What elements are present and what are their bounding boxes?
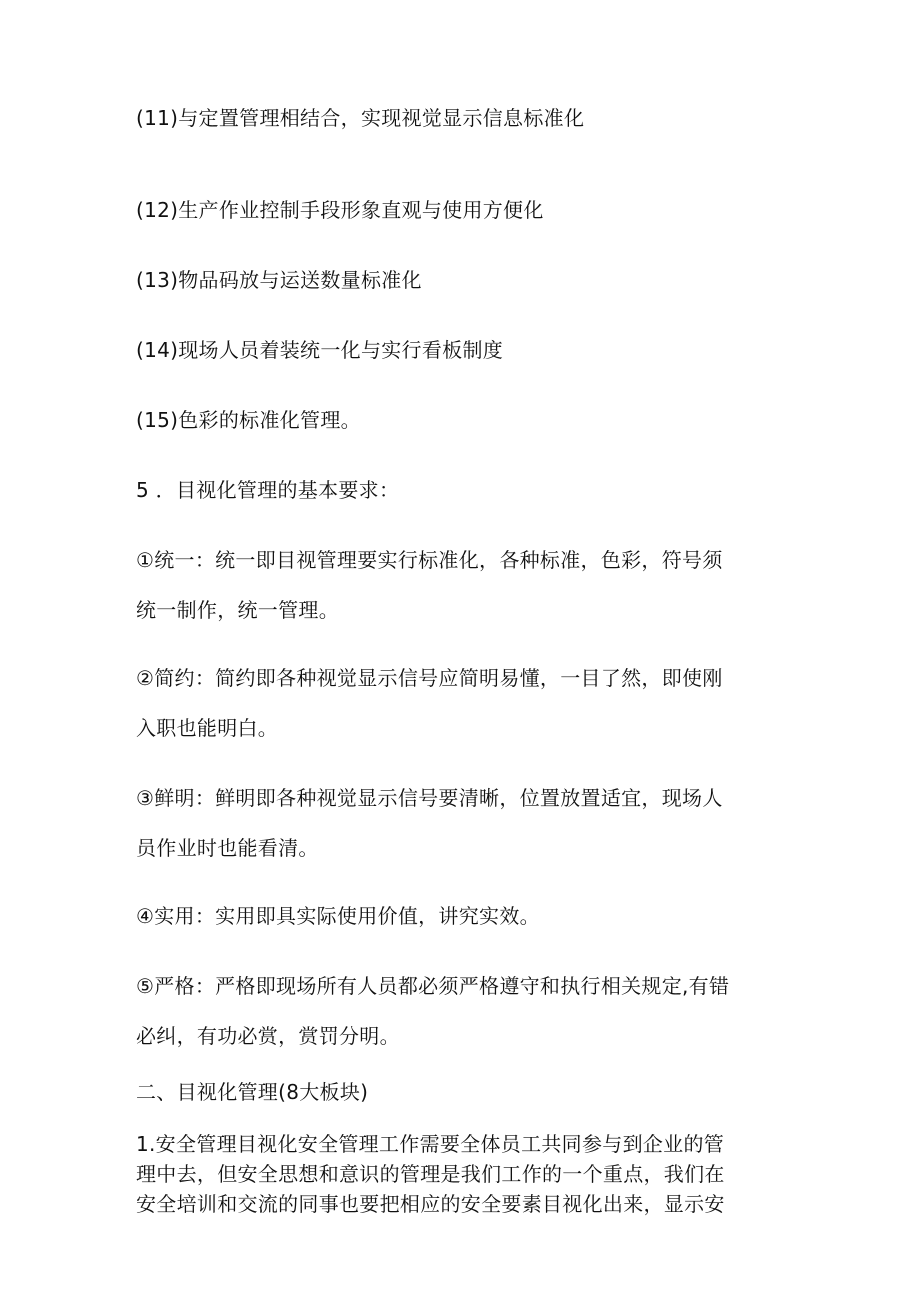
body-paragraph [136,1132,776,1216]
paragraph-line: ④实用：实用即具实际使用价值，讲究实效。 [136,904,540,928]
list-item: (13)物品码放与运送数量标准化 [136,268,422,292]
requirement-paragraph [136,974,776,1048]
paragraph-line: 员作业时也能看清。 [136,836,319,860]
requirement-paragraph [136,904,776,928]
list-item: (11)与定置管理相结合，实现视觉显示信息标准化 [136,106,585,130]
paragraph-line: 入职也能明白。 [136,716,279,740]
requirement-paragraph [136,548,776,622]
list-item: (14)现场人员着装统一化与实行看板制度 [136,338,504,362]
paragraph-line: 安全培训和交流的同事也要把相应的安全要素目视化出来，显示安 [136,1192,725,1216]
paragraph-line: 1.安全管理目视化安全管理工作需要全体员工共同参与到企业的管 [136,1132,725,1156]
paragraph-line: ②简约：简约即各种视觉显示信号应简明易懂，一目了然，即使刚 [136,666,723,690]
section-heading: 5 ．目视化管理的基本要求： [136,478,400,502]
paragraph-line: ⑤严格：严格即现场所有人员都必须严格遵守和执行相关规定,有错 [136,974,730,998]
paragraph-line: 理中去，但安全思想和意识的管理是我们工作的一个重点，我们在 [136,1162,725,1186]
paragraph-line: ①统一：统一即目视管理要实行标准化，各种标准，色彩，符号须 [136,548,723,572]
section-heading: 二、目视化管理(8大板块) [136,1080,369,1104]
requirement-paragraph [136,786,776,860]
list-item: (12)生产作业控制手段形象直观与使用方便化 [136,198,544,222]
paragraph-line: ③鲜明：鲜明即各种视觉显示信号要清晰，位置放置适宜，现场人 [136,786,723,810]
requirement-paragraph [136,666,776,740]
list-item: (15)色彩的标准化管理。 [136,408,361,432]
paragraph-line: 统一制作，统一管理。 [136,598,339,622]
paragraph-line: 必纠，有功必赏，赏罚分明。 [136,1024,400,1048]
